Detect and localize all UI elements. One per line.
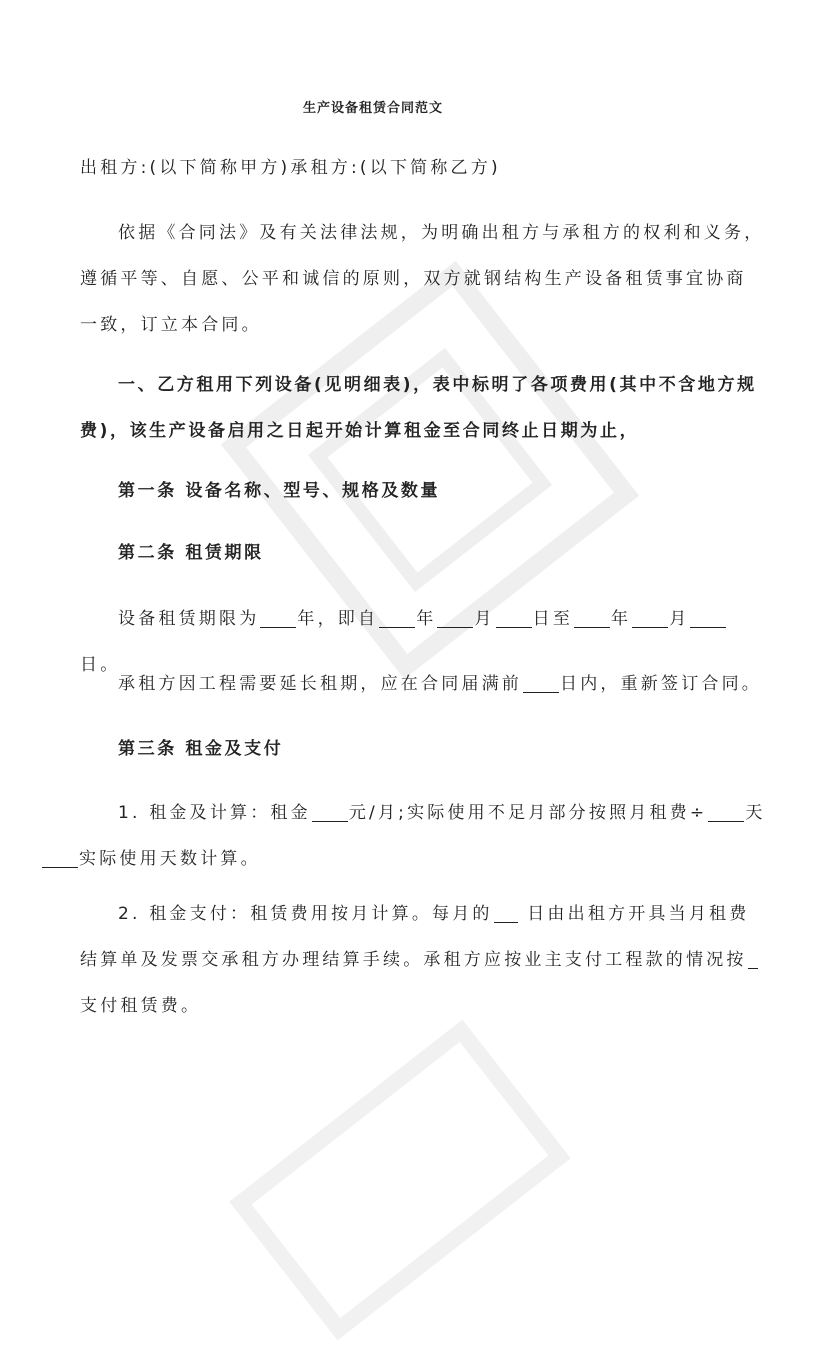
term-text: 月 (474, 609, 495, 629)
term-text: 日。 (80, 655, 121, 675)
blank-field[interactable] (690, 607, 726, 628)
rent-calc-text: 1. 租金及计算：租金 (118, 803, 311, 823)
intro-paragraph: 依据《合同法》及有关法律法规，为明确出租方与承租方的权利和义务，遵循平等、自愿、公平和诚信的原则，双方就钢结构生产设备租赁事宜协商一致，订立本合同。 (80, 223, 765, 335)
blank-field[interactable] (379, 607, 415, 628)
rent-calculation-paragraph (80, 790, 766, 882)
term-text: 年，即自 (297, 609, 379, 629)
rent-pay-text: 2. 租金支付：租赁费用按月计算。每月的 (118, 904, 493, 924)
blank-field[interactable] (312, 801, 348, 822)
document-title: 生产设备租赁合同范文 (302, 101, 443, 116)
article-three-heading: 第三条 租金及支付 (118, 739, 284, 759)
article-one-heading: 第一条 设备名称、型号、规格及数量 (118, 481, 441, 501)
rent-pay-text: 日由出租方开具当月租费结算单及发票交承租方办理结算手续。承租方应按业主支付工程款的情况按 (80, 904, 750, 970)
rent-calc-text: 实际使用天数计算。 (79, 849, 261, 869)
rent-calc-text: 天 (745, 803, 766, 823)
watermark-icon (212, 1003, 587, 1357)
blank-field[interactable] (748, 948, 758, 969)
article-two-heading: 第二条 租赁期限 (118, 543, 264, 563)
extension-text: 承租方因工程需要延长租期，应在合同届满前 (118, 674, 522, 694)
extension-line (80, 661, 766, 707)
term-text: 月 (669, 609, 690, 629)
blank-field[interactable] (494, 902, 518, 923)
blank-field[interactable] (574, 607, 610, 628)
extension-text: 日内，重新签订合同。 (560, 674, 762, 694)
parties-line: 出租方:(以下简称甲方)承租方:(以下简称乙方) (80, 158, 501, 178)
term-text: 年 (611, 609, 632, 629)
term-text: 年 (416, 609, 437, 629)
blank-field[interactable] (632, 607, 668, 628)
blank-field[interactable] (260, 607, 296, 628)
term-text: 设备租赁期限为 (118, 609, 260, 629)
blank-field[interactable] (708, 801, 744, 822)
rent-payment-paragraph (80, 891, 766, 1029)
blank-field[interactable] (437, 607, 473, 628)
term-text: 日至 (532, 609, 574, 629)
blank-field[interactable] (496, 607, 532, 628)
blank-field[interactable] (42, 847, 78, 868)
rent-pay-text: 支付租赁费。 (80, 996, 202, 1016)
rent-calc-text: 元/月;实际使用不足月部分按照月租费÷ (348, 803, 708, 823)
blank-field[interactable] (523, 672, 559, 693)
clause-one-paragraph: 一、乙方租用下列设备(见明细表)，表中标明了各项费用(其中不含地方规费)，该生产设备启用之日起开始计算租金至合同终止日期为止， (80, 375, 757, 441)
